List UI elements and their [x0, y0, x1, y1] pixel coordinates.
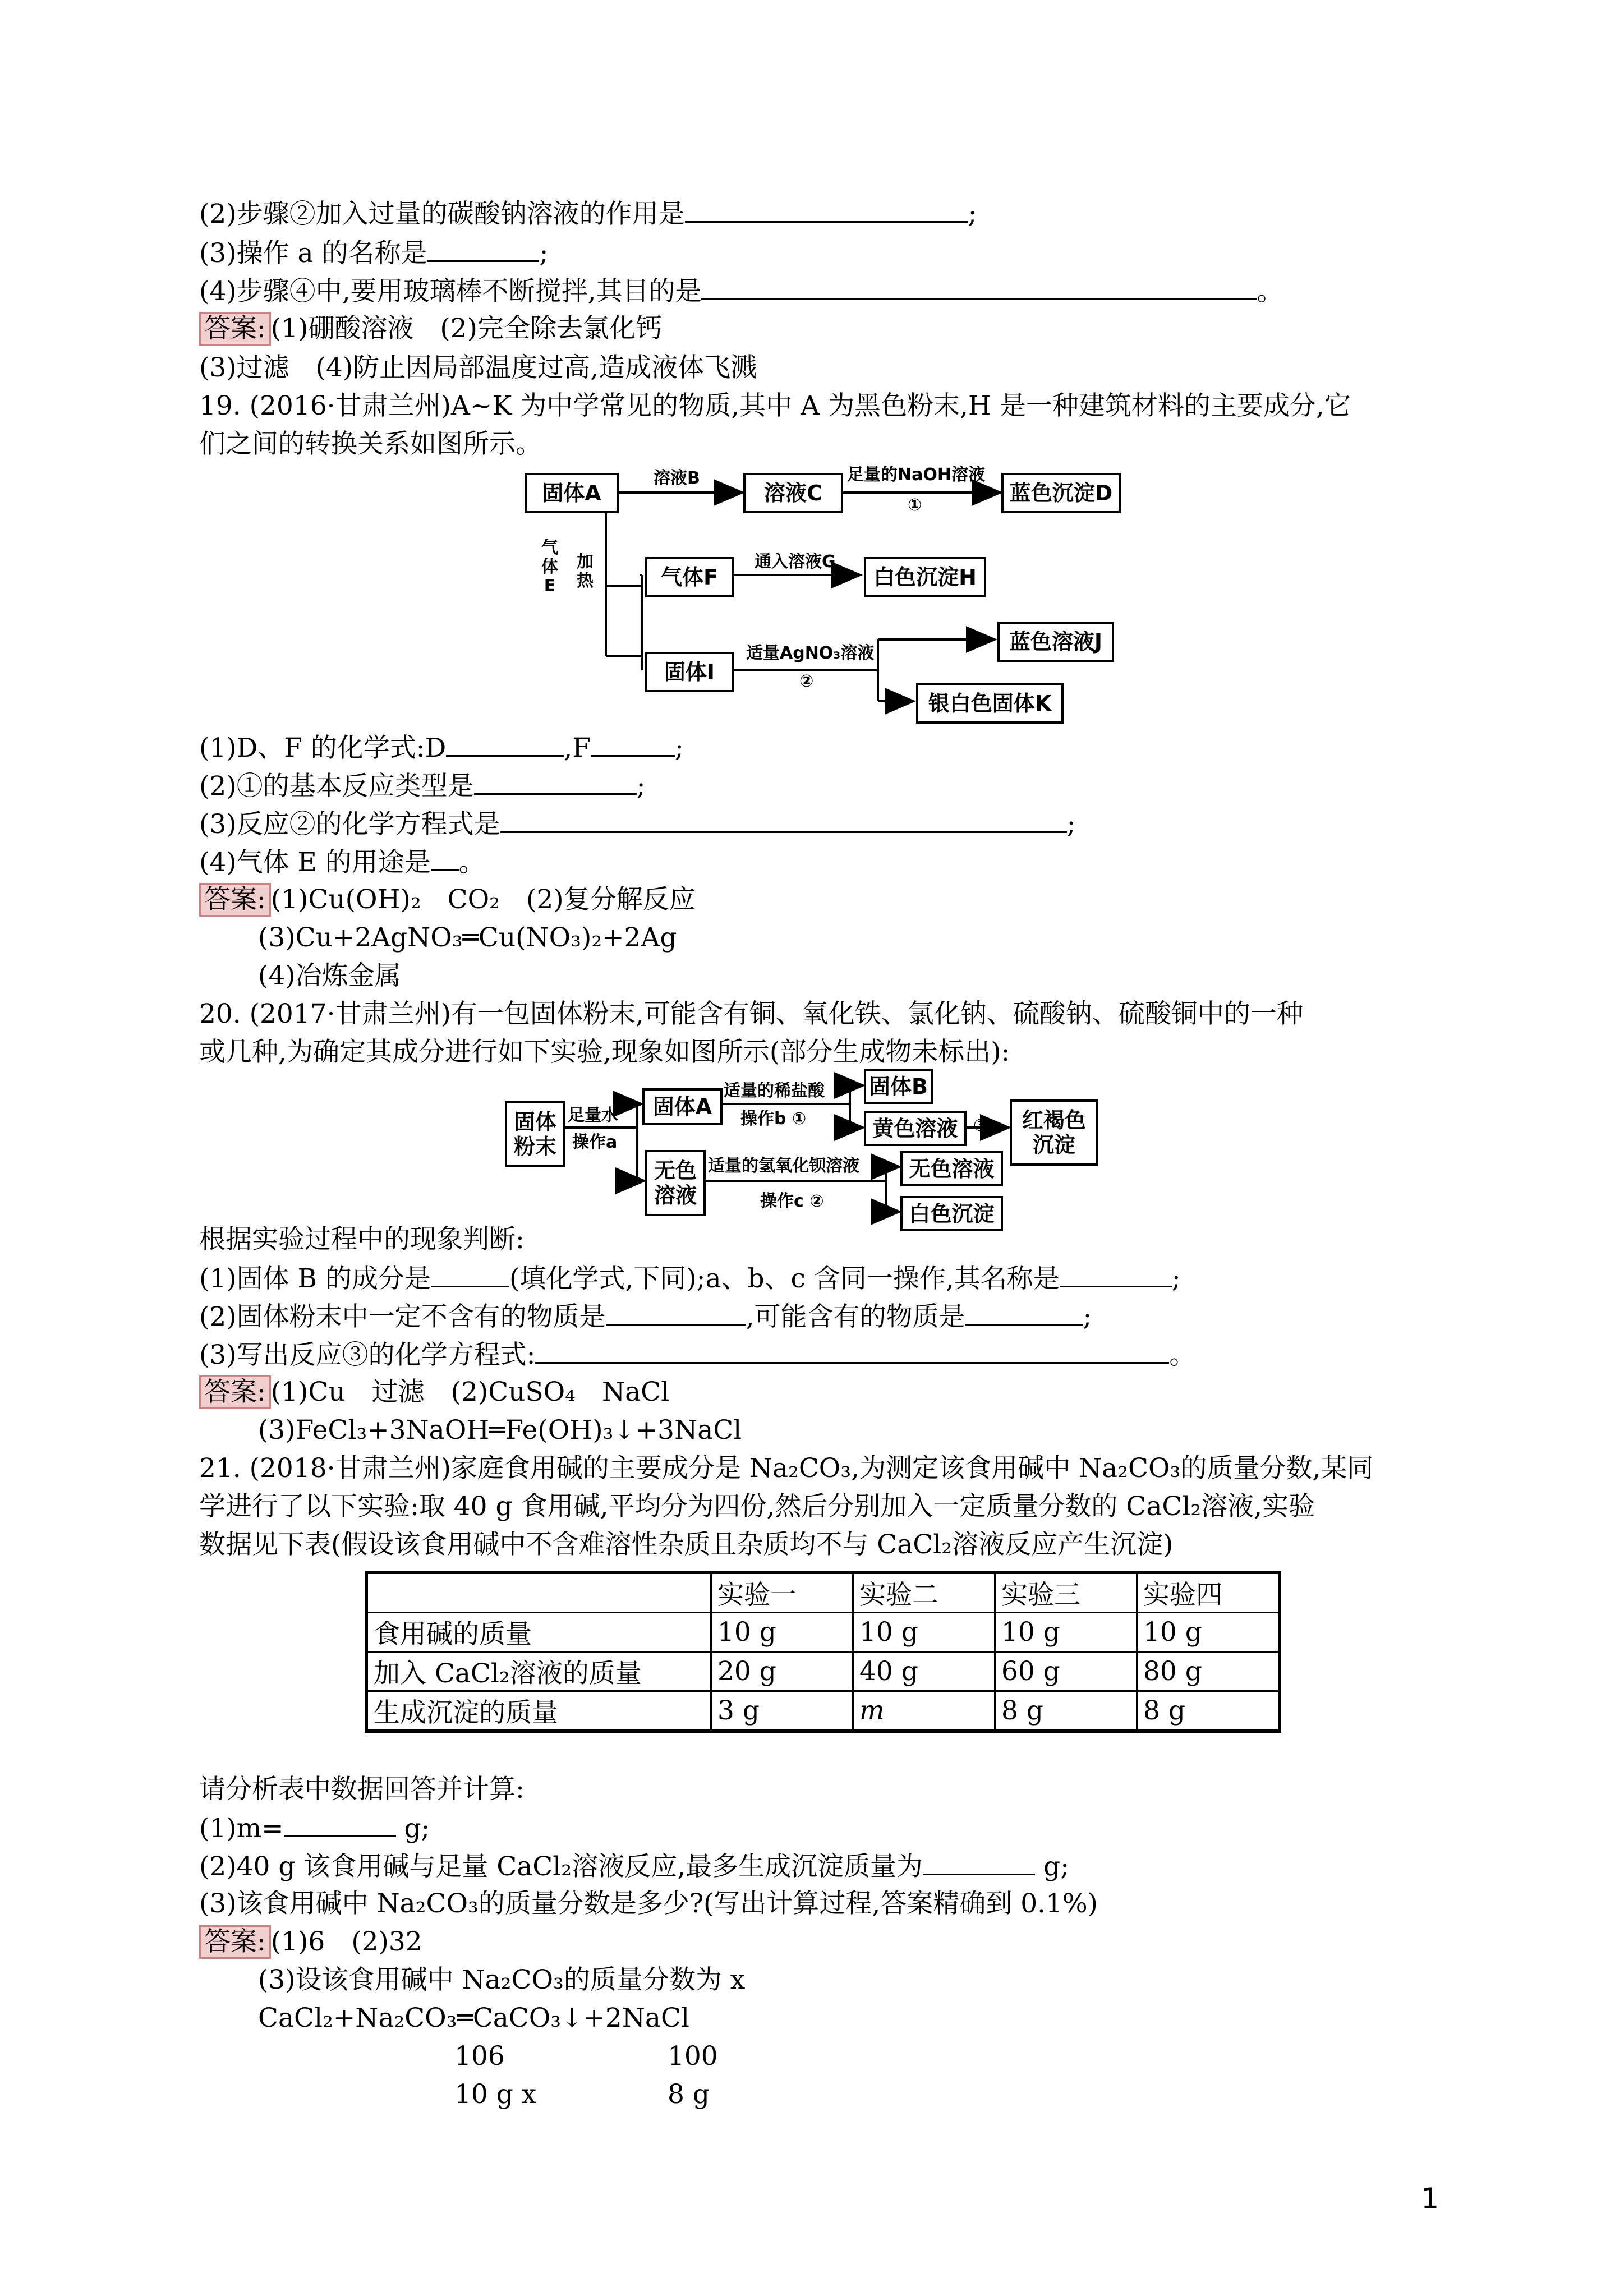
label-operation-b: 操作b ①: [740, 1109, 807, 1129]
table-header-row: [366, 1572, 1280, 1613]
q21-stem-line3: [199, 1528, 1173, 1562]
q20-part3: [199, 1337, 1195, 1372]
q19-stem-text: 们之间的转换关系如图所示。: [199, 429, 542, 459]
q19-part3-text: (3)反应②的化学方程式是: [199, 809, 500, 840]
answer-blank[interactable]: [535, 1337, 1169, 1364]
answer-21-ratio-a: [454, 2040, 505, 2073]
q21-part2: [199, 1849, 1069, 1884]
punct: ;: [1083, 1301, 1092, 1332]
box-colorless-solution: 无色溶液: [645, 1150, 706, 1216]
q21-part2-text: g;: [1035, 1851, 1069, 1882]
q21-part2-text: (2)40 g 该食用碱与足量 CaCl₂溶液反应,最多生成沉淀质量为: [199, 1851, 923, 1882]
q20-part3-text: (3)写出反应③的化学方程式:: [199, 1340, 536, 1370]
answer-label: 答案:: [199, 1925, 271, 1959]
answer-text: (1)Cu 过滤 (2)CuSO₄ NaCl: [270, 1377, 670, 1407]
box-blue-solution-j: 蓝色溶液J: [997, 622, 1114, 662]
label-dilute-hcl: 适量的稀盐酸: [724, 1081, 825, 1101]
punct: ;: [1171, 1263, 1181, 1294]
table-cell: 实验二: [853, 1572, 995, 1613]
q21-stem-text: 数据见下表(假设该食用碱中不含难溶性杂质且杂质均不与 CaCl₂溶液反应产生沉淀): [199, 1529, 1174, 1560]
answer-text: 10 g x: [454, 2079, 537, 2110]
box-silver-solid-k: 银白色固体K: [916, 683, 1064, 724]
label-water: 足量水: [568, 1106, 618, 1125]
q18-part3-text: (3)操作 a 的名称是: [199, 238, 427, 269]
q21-stem-text: 21. (2018·甘肃兰州)家庭食用碱的主要成分是 Na₂CO₃,为测定该食用碱中 Na₂CO₃的质量分数,某同: [199, 1453, 1374, 1484]
table-cell: 20 g: [711, 1652, 853, 1691]
answer-text: 8 g: [668, 2079, 710, 2110]
q21-part3-text: (3)该食用碱中 Na₂CO₃的质量分数是多少?(写出计算过程,答案精确到 0.1%): [199, 1888, 1098, 1919]
answer-blank[interactable]: [965, 1299, 1083, 1326]
q18-part4-text: (4)步骤④中,要用玻璃棒不断搅拌,其目的是: [199, 276, 702, 307]
q21-stem-text: 请分析表中数据回答并计算:: [199, 1774, 525, 1805]
q20-part2-text: (2)固体粉末中一定不含有的物质是: [199, 1301, 606, 1332]
table-cell: 实验四: [1137, 1572, 1280, 1613]
answer-text: (4)冶炼金属: [258, 960, 401, 991]
answer-blank[interactable]: [284, 1811, 396, 1837]
q19-part2-text: (2)①的基本反应类型是: [199, 771, 474, 802]
table-cell: 60 g: [995, 1652, 1137, 1691]
q18-part2-text: (2)步骤②加入过量的碳酸钠溶液的作用是: [199, 199, 685, 229]
label-heat: 加热: [577, 552, 594, 591]
q20-part1-text: (1)固体 B 的成分是: [199, 1263, 431, 1294]
answer-text: 100: [668, 2041, 718, 2072]
table-cell: 8 g: [1137, 1691, 1280, 1732]
answer-blank[interactable]: [1060, 1261, 1172, 1287]
q20-part2-text: ,可能含有的物质是: [746, 1301, 965, 1332]
q21-part1-text: (1)m=: [199, 1813, 284, 1844]
answer-text: (3)Cu+2AgNO₃═Cu(NO₃)₂+2Ag: [258, 922, 677, 953]
q21-stem-line1: [199, 1452, 1373, 1485]
table-cell: 3 g: [711, 1691, 853, 1732]
answer-20: [199, 1375, 669, 1409]
table-cell: 8 g: [995, 1691, 1137, 1732]
answer-text: (3)过滤 (4)防止因局部温度过高,造成液体飞溅: [199, 352, 757, 383]
table-cell: [366, 1572, 711, 1613]
table-cell: 80 g: [1137, 1652, 1280, 1691]
q20-stem-line3: [199, 1223, 525, 1257]
answer-text: (1)6 (2)32: [270, 1926, 422, 1957]
answer-21-ratio-b: [668, 2040, 718, 2073]
q19-stem-text: 19. (2016·甘肃兰州)A~K 为中学常见的物质,其中 A 为黑色粉末,H 是一种建筑材料的主要成分,它: [199, 390, 1351, 421]
table-cell: 食用碱的质量: [366, 1613, 711, 1652]
table-cell: 加入 CaCl₂溶液的质量: [366, 1652, 711, 1691]
answer-21-equation: [258, 2001, 689, 2035]
label-operation-c: 操作c ②: [760, 1191, 824, 1211]
label-circle-1: ①: [908, 495, 922, 515]
box-solid-b: 固体B: [864, 1069, 933, 1104]
table-cell: 10 g: [711, 1613, 853, 1652]
box-white-precipitate-h: 白色沉淀H: [864, 557, 986, 597]
table-row: [366, 1652, 1280, 1691]
punct: 。: [1257, 276, 1283, 307]
table-cell: 生成沉淀的质量: [366, 1691, 711, 1732]
punct: 。: [458, 847, 485, 878]
table-cell: 40 g: [853, 1652, 995, 1691]
label-circle-3: ③: [973, 1116, 988, 1135]
answer-text: (3)FeCl₃+3NaOH═Fe(OH)₃↓+3NaCl: [258, 1415, 742, 1446]
box-solid-a: 固体A: [642, 1088, 723, 1125]
answer-20-line2: [258, 1414, 742, 1447]
label-barium-hydroxide: 适量的氢氧化钡溶液: [708, 1156, 859, 1176]
q20-part2: [199, 1299, 1092, 1334]
answer-blank[interactable]: [923, 1849, 1035, 1875]
punct: ;: [636, 771, 646, 802]
answer-21-line2: [258, 1963, 745, 1997]
answer-label: 答案:: [199, 883, 271, 917]
box-blue-precipitate-d: 蓝色沉淀D: [1001, 473, 1121, 513]
answer-21-mass-a: [454, 2078, 536, 2111]
label-solution-b: 溶液B: [654, 468, 700, 488]
label-operation-a: 操作a: [572, 1133, 618, 1152]
punct: ;: [968, 199, 977, 229]
label-circle-2: ②: [799, 671, 814, 691]
q20-part1-text: (填化学式,下同);a、b、c 含同一操作,其名称是: [509, 1263, 1060, 1294]
table-cell: 10 g: [1137, 1613, 1280, 1652]
answer-21-mass-b: [668, 2078, 710, 2111]
box-gas-f: 气体F: [645, 557, 734, 597]
answer-text: (3)设该食用碱中 Na₂CO₃的质量分数为 x: [258, 1964, 746, 1995]
table-cell: 实验三: [995, 1572, 1137, 1613]
table-row: [366, 1613, 1280, 1652]
q19-part1-text: ,F: [564, 733, 591, 763]
answer-text: (1)硼酸溶液 (2)完全除去氯化钙: [270, 313, 662, 344]
q21-stem-line4: [199, 1773, 525, 1806]
label-solution-g: 通入溶液G: [755, 552, 836, 572]
page-number: 1: [1421, 2182, 1439, 2215]
answer-label: 答案:: [199, 312, 271, 346]
punct: ;: [539, 238, 549, 269]
table-cell: 10 g: [853, 1613, 995, 1652]
answer-text: CaCl₂+Na₂CO₃═CaCO₃↓+2NaCl: [258, 2003, 689, 2033]
answer-label: 答案:: [199, 1375, 271, 1409]
answer-blank[interactable]: [606, 1299, 746, 1326]
q19-part4-text: (4)气体 E 的用途是: [199, 847, 431, 878]
box-solution-c: 溶液C: [743, 473, 843, 513]
table-cell: m: [853, 1691, 995, 1732]
box-yellow-solution: 黄色溶液: [864, 1111, 967, 1146]
box-colorless-solution-2: 无色溶液: [900, 1151, 1003, 1186]
table-cell: 实验一: [711, 1572, 853, 1613]
q21-part1: [199, 1811, 430, 1846]
q21-part1-text: g;: [395, 1813, 430, 1844]
answer-21: [199, 1925, 422, 1959]
q20-stem-text: 20. (2017·甘肃兰州)有一包固体粉末,可能含有铜、氧化铁、氯化钠、硫酸钠、硫酸铜中的一种: [199, 999, 1303, 1029]
punct: ;: [1066, 809, 1076, 840]
label-agno3: 适量AgNO₃溶液: [746, 643, 875, 663]
punct: 。: [1169, 1340, 1196, 1370]
q21-data-table: [365, 1571, 1281, 1733]
q21-stem-text: 学进行了以下实验:取 40 g 食用碱,平均分为四份,然后分别加入一定质量分数的 CaCl₂溶液,实验: [199, 1491, 1315, 1522]
q21-part3: [199, 1887, 1098, 1921]
q19-part1-text: (1)D、F 的化学式:D: [199, 733, 447, 763]
box-white-precipitate: 白色沉淀: [900, 1196, 1003, 1231]
table-row: [366, 1691, 1280, 1732]
label-gas-e: 气体E: [541, 538, 558, 596]
box-red-brown-precipitate: 红褐色沉淀: [1010, 1099, 1098, 1166]
table-cell: 10 g: [995, 1613, 1137, 1652]
answer-text: (1)Cu(OH)₂ CO₂ (2)复分解反应: [270, 884, 696, 915]
punct: ;: [674, 733, 684, 763]
q20-stem-text: 或几种,为确定其成分进行如下实验,现象如图所示(部分生成物未标出):: [199, 1037, 1010, 1068]
answer-text: 106: [454, 2041, 505, 2072]
q20-part1: [199, 1261, 1181, 1296]
q20-stem-text: 根据实验过程中的现象判断:: [199, 1224, 525, 1255]
q21-stem-line2: [199, 1490, 1315, 1524]
box-solid-powder: 固体粉末: [505, 1101, 565, 1167]
answer-blank[interactable]: [431, 1261, 509, 1287]
box-solid-a: 固体A: [525, 473, 619, 513]
box-solid-i: 固体I: [645, 652, 734, 692]
label-naoh: 足量的NaOH溶液: [847, 465, 985, 485]
